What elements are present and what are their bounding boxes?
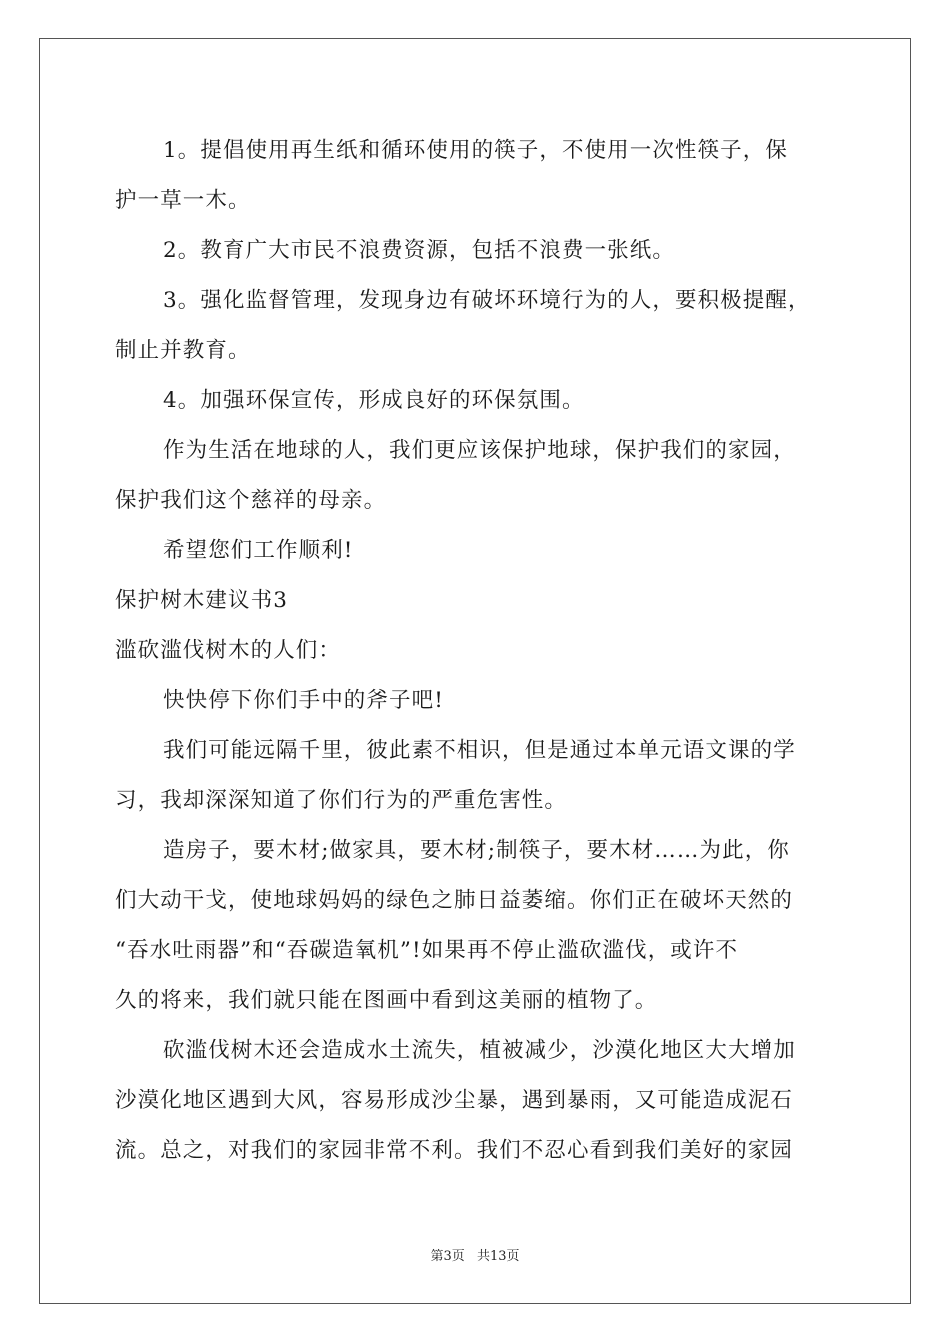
- page-number: 第3页: [430, 1249, 465, 1264]
- text-line: 作为生活在地球的人，我们更应该保护地球，保护我们的家园，: [163, 438, 796, 463]
- text-line: 保护我们这个慈祥的母亲。: [115, 488, 387, 513]
- text-line: 砍滥伐树木还会造成水土流失，植被减少，沙漠化地区大大增加: [163, 1038, 796, 1063]
- text-line: 2。教育广大市民不浪费资源，包括不浪费一张纸。: [163, 238, 675, 263]
- text-line: 护一草一木。: [115, 188, 251, 213]
- text-line: 沙漠化地区遇到大风，容易形成沙尘暴，遇到暴雨，又可能造成泥石: [115, 1088, 794, 1113]
- text-line: 希望您们工作顺利!: [163, 538, 354, 563]
- page-footer: [0, 1245, 950, 1264]
- text-line: 流。总之，对我们的家园非常不利。我们不忍心看到我们美好的家园: [115, 1138, 794, 1163]
- document-body: [115, 126, 840, 1176]
- salutation: 滥砍滥伐树木的人们：: [115, 638, 342, 663]
- text-line: 快快停下你们手中的斧子吧!: [163, 688, 444, 713]
- text-line: “吞水吐雨器”和“吞碳造氧机”!如果再不停止滥砍滥伐，或许不: [115, 938, 739, 963]
- text-line: 制止并教育。: [115, 338, 251, 363]
- text-line: 4。加强环保宣传，形成良好的环保氛围。: [163, 388, 585, 413]
- text-line: 久的将来，我们就只能在图画中看到这美丽的植物了。: [115, 988, 658, 1013]
- text-line: 我们可能远隔千里，彼此素不相识，但是通过本单元语文课的学: [163, 738, 796, 763]
- text-line: 们大动干戈，使地球妈妈的绿色之肺日益萎缩。你们正在破坏天然的: [115, 888, 794, 913]
- text-line: 1。提倡使用再生纸和循环使用的筷子，不使用一次性筷子，保: [163, 138, 788, 163]
- text-line: 3。强化监督管理，发现身边有破坏环境行为的人，要积极提醒，: [163, 288, 811, 313]
- page-total: 共13页: [476, 1249, 520, 1264]
- text-line: 习，我却深深知道了你们行为的严重危害性。: [115, 788, 568, 813]
- text-line: 造房子，要木材;做家具，要木材;制筷子，要木材……为此，你: [163, 838, 790, 863]
- section-title: 保护树木建议书3: [115, 588, 288, 613]
